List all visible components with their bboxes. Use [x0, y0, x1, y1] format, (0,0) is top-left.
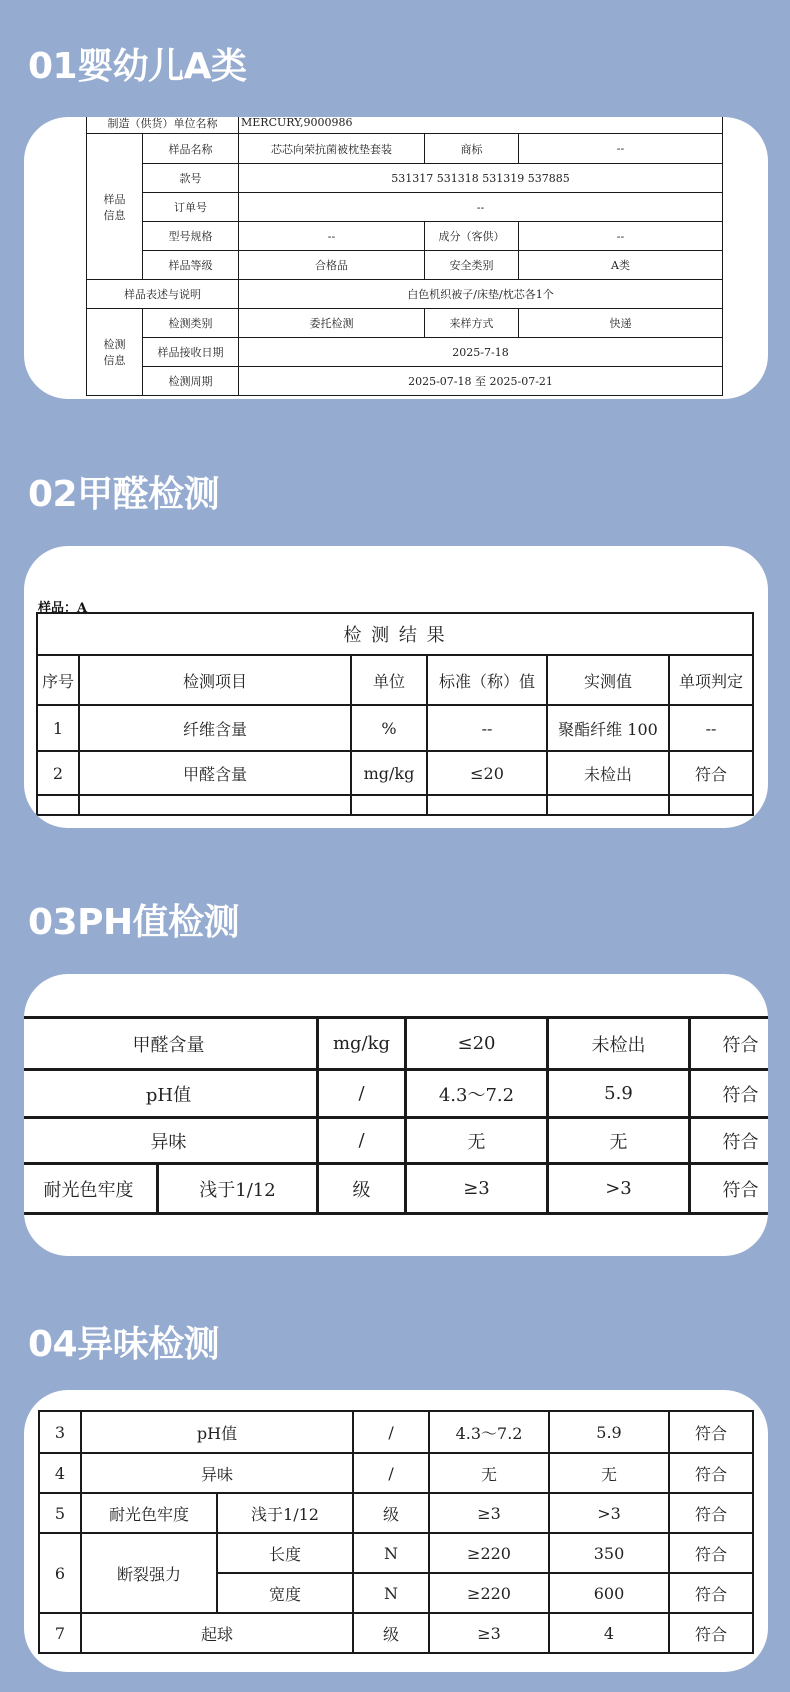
- cell-standard: ≤20: [427, 751, 547, 795]
- section-title-infant-class-a: 01婴幼儿A类: [28, 46, 247, 87]
- result-title: 检 测 结 果: [37, 613, 753, 655]
- cell-item: 异味: [24, 1118, 318, 1164]
- cell-item: pH值: [24, 1070, 318, 1118]
- safety-value: A类: [519, 251, 723, 280]
- cell-unit: mg/kg: [318, 1018, 406, 1070]
- receive-date-label: 样品接收日期: [143, 338, 239, 367]
- cell-judgement: --: [669, 705, 753, 751]
- cell-item: 耐光色牢度: [24, 1164, 158, 1214]
- cell-subitem: 宽度: [217, 1573, 353, 1613]
- section-title-ph: 03PH值检测: [28, 902, 240, 943]
- cell-measured: 无: [549, 1453, 669, 1493]
- grade-value: 合格品: [239, 251, 425, 280]
- cell-subitem: 浅于1/12: [217, 1493, 353, 1533]
- sample-info-table: [86, 117, 723, 396]
- order-label: 订单号: [143, 193, 239, 222]
- header-measured: 实测值: [547, 655, 669, 705]
- cell-measured: 5.9: [548, 1070, 690, 1118]
- header-item: 检测项目: [79, 655, 351, 705]
- cell-no: 2: [37, 751, 79, 795]
- safety-label: 安全类别: [425, 251, 519, 280]
- order-value: --: [239, 193, 723, 222]
- cell-unit: 级: [353, 1613, 429, 1653]
- cell-measured: 600: [549, 1573, 669, 1613]
- composition-label: 成分（客供）: [425, 222, 519, 251]
- manufacturer-value: MERCURY,9000986: [239, 117, 723, 134]
- cell-unit: /: [353, 1411, 429, 1453]
- header-no: 序号: [37, 655, 79, 705]
- cell-measured: 未检出: [548, 1018, 690, 1070]
- ph-table: [24, 1016, 768, 1215]
- cell-item: 耐光色牢度: [81, 1493, 217, 1533]
- cell-standard: ≥3: [429, 1613, 549, 1653]
- table-row: [24, 1018, 768, 1070]
- cell-measured: 聚酯纤维 100: [547, 705, 669, 751]
- header-standard: 标准（称）值: [427, 655, 547, 705]
- composition-value: --: [519, 222, 723, 251]
- cell-measured: 无: [548, 1118, 690, 1164]
- cell-no: 5: [39, 1493, 81, 1533]
- test-type-label: 检测类别: [143, 309, 239, 338]
- table-row: [39, 1493, 753, 1533]
- cell-unit: 级: [318, 1164, 406, 1214]
- sample-info-card: [24, 117, 768, 399]
- spec-value: --: [239, 222, 425, 251]
- cell-judgement: 符合: [669, 1573, 753, 1613]
- cell-unit: N: [353, 1573, 429, 1613]
- cell-standard: 4.3～7.2: [406, 1070, 548, 1118]
- sample-name-value: 芯芯向荣抗菌被枕垫套装: [239, 134, 425, 164]
- model-value: 531317 531318 531319 537885: [239, 164, 723, 193]
- cell-judgement: 符合: [669, 1533, 753, 1573]
- table-row: [37, 751, 753, 795]
- table-row: [39, 1453, 753, 1493]
- table-row: [37, 705, 753, 751]
- cell-item: 断裂强力: [81, 1533, 217, 1613]
- table-row: [39, 1411, 753, 1453]
- cell-unit: /: [318, 1070, 406, 1118]
- ph-card: [24, 974, 768, 1256]
- cell-measured: 4: [549, 1613, 669, 1653]
- table-row: [24, 1118, 768, 1164]
- cell-standard: 无: [406, 1118, 548, 1164]
- cell-judgement: 符合: [669, 1493, 753, 1533]
- cell-judgement: 符合: [669, 1411, 753, 1453]
- cell-no: 6: [39, 1533, 81, 1613]
- cell-standard: --: [427, 705, 547, 751]
- odor-card: [24, 1390, 768, 1672]
- cell-subitem: 长度: [217, 1533, 353, 1573]
- header-unit: 单位: [351, 655, 427, 705]
- cell-judgement: 符合: [690, 1018, 769, 1070]
- formaldehyde-card: [24, 546, 768, 828]
- cell-judgement: 符合: [690, 1164, 769, 1214]
- model-label: 款号: [143, 164, 239, 193]
- period-value: 2025-07-18 至 2025-07-21: [239, 367, 723, 396]
- cell-unit: /: [353, 1453, 429, 1493]
- cell-standard: 无: [429, 1453, 549, 1493]
- cell-standard: 4.3～7.2: [429, 1411, 549, 1453]
- cell-judgement: 符合: [669, 751, 753, 795]
- sample-name-label: 样品名称: [143, 134, 239, 164]
- cell-standard: ≥3: [429, 1493, 549, 1533]
- cell-unit: %: [351, 705, 427, 751]
- cell-item: 甲醛含量: [24, 1018, 318, 1070]
- cell-judgement: 符合: [669, 1453, 753, 1493]
- cell-unit: N: [353, 1533, 429, 1573]
- cell-no: 1: [37, 705, 79, 751]
- cell-item: 起球: [81, 1613, 353, 1653]
- formaldehyde-table: [36, 612, 754, 816]
- spec-label: 型号规格: [143, 222, 239, 251]
- description-value: 白色机织被子/床垫/枕芯各1个: [239, 280, 723, 309]
- description-label: 样品表述与说明: [87, 280, 239, 309]
- cell-item: 甲醛含量: [79, 751, 351, 795]
- header-judgement: 单项判定: [669, 655, 753, 705]
- delivery-label: 来样方式: [425, 309, 519, 338]
- trademark-label: 商标: [425, 134, 519, 164]
- test-type-value: 委托检测: [239, 309, 425, 338]
- section-title-odor: 04异味检测: [28, 1324, 220, 1365]
- cell-no: 4: [39, 1453, 81, 1493]
- table-row: [24, 1164, 768, 1214]
- cell-item: 纤维含量: [79, 705, 351, 751]
- cell-measured: >3: [549, 1493, 669, 1533]
- cell-item: pH值: [81, 1411, 353, 1453]
- table-row: [39, 1533, 753, 1573]
- cell-unit: mg/kg: [351, 751, 427, 795]
- cell-no: 7: [39, 1613, 81, 1653]
- receive-date-value: 2025-7-18: [239, 338, 723, 367]
- delivery-value: 快递: [519, 309, 723, 338]
- table-row: [39, 1613, 753, 1653]
- cell-standard: ≤20: [406, 1018, 548, 1070]
- cell-judgement: 符合: [690, 1070, 769, 1118]
- cell-judgement: 符合: [690, 1118, 769, 1164]
- grade-label: 样品等级: [143, 251, 239, 280]
- cell-unit: /: [318, 1118, 406, 1164]
- trademark-value: --: [519, 134, 723, 164]
- cell-item: 异味: [81, 1453, 353, 1493]
- sample-mark: 样品：A: [38, 601, 88, 616]
- table-row: [24, 1070, 768, 1118]
- cell-standard: ≥220: [429, 1533, 549, 1573]
- cell-standard: ≥220: [429, 1573, 549, 1613]
- cell-subitem: 浅于1/12: [158, 1164, 318, 1214]
- sample-info-group-label: 样品 信息: [87, 134, 143, 280]
- manufacturer-label: 制造（供货）单位名称: [87, 117, 239, 134]
- test-info-group-label: 检测 信息: [87, 309, 143, 396]
- cell-measured: 350: [549, 1533, 669, 1573]
- cell-unit: 级: [353, 1493, 429, 1533]
- cell-no: 3: [39, 1411, 81, 1453]
- cell-measured: 5.9: [549, 1411, 669, 1453]
- cell-measured: >3: [548, 1164, 690, 1214]
- odor-table: [38, 1410, 754, 1654]
- cell-standard: ≥3: [406, 1164, 548, 1214]
- cell-judgement: 符合: [669, 1613, 753, 1653]
- cell-measured: 未检出: [547, 751, 669, 795]
- period-label: 检测周期: [143, 367, 239, 396]
- section-title-formaldehyde: 02甲醛检测: [28, 474, 220, 515]
